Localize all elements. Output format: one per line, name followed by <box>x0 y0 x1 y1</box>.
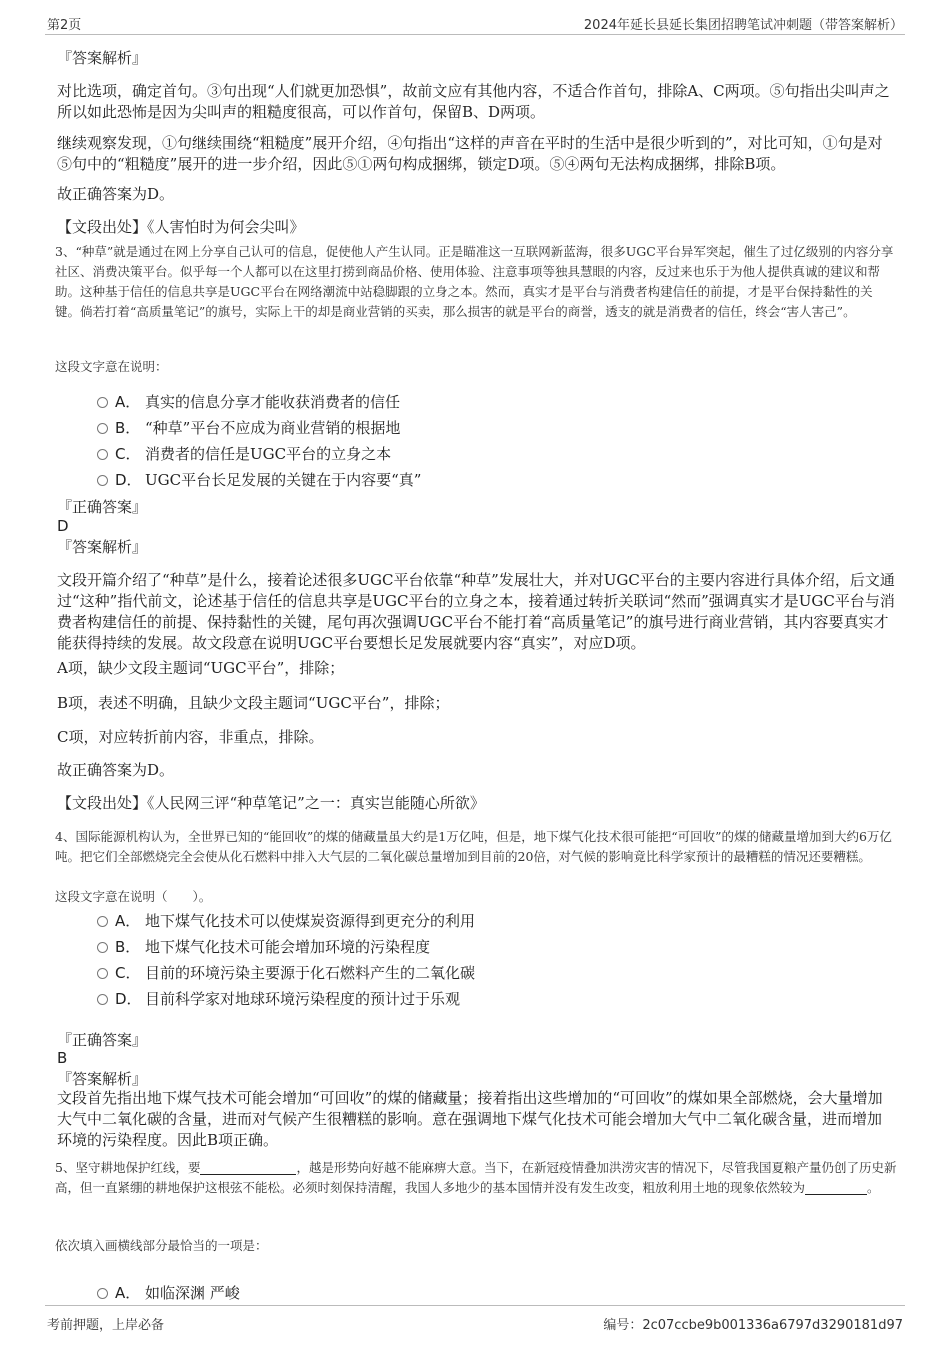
q3-stem: 3、“种草”就是通过在网上分享自己认可的信息，促使他人产生认同。正是瞄准这一互联网新蓝海，很多UGC平台异军突起，催生了过亿级别的内容分享社区、消费决策平台。似乎每一个人都可以在这里打捞到商品价格、使用体验、注意事项等独具慧眼的内容，反过来也乐于为他人提供真诚的建议和帮助。这种基于信任的信息共享是UGC平台在网络潮流中站稳脚跟的立身之本。然而，真实才是平台与消费者构建信任的前提，才是平台保持黏性的关键。倘若打着“高质量笔记”的旗号，实际上干的却是商业营销的买卖，那么损害的就是平台的商誉，透支的就是消费者的信任，终会“害人害己”。 <box>55 244 894 319</box>
option-text: 消费者的信任是UGC平台的立身之本 <box>145 445 392 463</box>
page-header <box>45 12 905 35</box>
q3-analysis-p1: 文段开篇介绍了“种草”是什么，接着论述很多UGC平台依靠“种草”发展壮大，并对UGC平台的主要内容进行具体介绍，后文通过“这种”指代前文，论述基于信任的信息共享是UGC平台的立身之本，接着通过转折关联词“然而”强调真实才是UGC平台与消费者构建信任的前提、保持黏性的关键，尾句再次强调UGC平台不能打着“高质量笔记”的旗号进行商业营销，其内容要真实才能获得持续的发展。故文段意在说明UGC平台要想长足发展就要内容“真实”，对应D项。 <box>57 571 895 652</box>
q3-source: 【文段出处】《人民网三评“种草笔记”之一：真实岂能随心所欲》 <box>57 794 485 812</box>
radio-icon[interactable] <box>97 423 108 434</box>
option-key: A． <box>115 912 141 930</box>
q5-stem-part-b: ，越是形势向好越不能麻痹大意。当下，在新冠疫情叠加洪涝灾害的情况下，尽管我国夏粮产量仍创了历史新高，但一直紧绷的耕地保护这根弦不能松。必须时刻保持清醒，我国人多地少的基本国情并没有发生改变，粗放利用土地的现象依然较为 <box>55 1160 897 1195</box>
q5-stem <box>55 1158 897 1198</box>
radio-icon[interactable] <box>97 994 108 1005</box>
radio-icon[interactable] <box>97 916 108 927</box>
option-key: B． <box>115 419 141 437</box>
q2-source: 【文段出处】《人害怕时为何会尖叫》 <box>57 218 305 236</box>
page-footer <box>45 1305 905 1336</box>
radio-icon[interactable] <box>97 1288 108 1299</box>
q4-option-b[interactable] <box>97 937 430 957</box>
q2-conclusion: 故正确答案为D。 <box>57 185 175 203</box>
q4-option-d[interactable] <box>97 989 460 1009</box>
option-text: 地下煤气化技术可以使煤炭资源得到更充分的利用 <box>145 912 476 930</box>
q5-prompt: 依次填入画横线部分最恰当的一项是： <box>55 1238 268 1253</box>
q4-stem: 4、国际能源机构认为，全世界已知的“能回收”的煤的储藏量虽大约是1万亿吨，但是，地下煤气化技术很可能把“可回收”的煤的储藏量增加到大约6万亿吨。把它们全部燃烧完全会使从化石燃料中排入大气层的二氧化碳总量增加到目前的20倍，对气候的影响竟比科学家预计的最糟糕的情况还要糟糕。 <box>55 829 892 864</box>
q3-analysis-label: 『答案解析』 <box>57 538 148 556</box>
option-key: D． <box>115 990 142 1008</box>
q4-analysis-p1: 文段首先指出地下煤气技术可能会增加“可回收”的煤的储藏量；接着指出这些增加的“可回收”的煤如果全部燃烧，会大量增加大气中二氧化碳的含量，进而对气候产生很糟糕的影响。意在强调地下煤气化技术可能会增加大气中二氧化碳含量，进而增加环境的污染程度。因此B项正确。 <box>57 1089 883 1149</box>
footer-slogan: 考前押题，上岸必备 <box>47 1318 165 1333</box>
q3-correct-label: 『正确答案』 <box>57 498 148 516</box>
q3-option-d[interactable] <box>97 470 421 490</box>
q5-blank-1 <box>200 1160 296 1175</box>
q4-prompt: 这段文字意在说明（ ）。 <box>55 889 212 904</box>
q4-answer: B <box>57 1049 68 1067</box>
option-text: 目前的环境污染主要源于化石燃料产生的二氧化碳 <box>145 964 476 982</box>
radio-icon[interactable] <box>97 449 108 460</box>
q3-option-a[interactable] <box>97 392 400 412</box>
option-text: 地下煤气化技术可能会增加环境的污染程度 <box>145 938 431 956</box>
q3-analysis-b: B项，表述不明确，且缺少文段主题词“UGC平台”，排除； <box>57 694 450 712</box>
option-key: A． <box>115 393 141 411</box>
document-id-label: 编号： <box>603 1318 643 1333</box>
q3-analysis-c: C项，对应转折前内容，非重点，排除。 <box>57 728 324 746</box>
q3-option-c[interactable] <box>97 444 391 464</box>
q3-conclusion: 故正确答案为D。 <box>57 761 175 779</box>
document-id-value: 2c07ccbe9b001336a6797d3290181d97 <box>642 1318 903 1333</box>
option-text: 目前科学家对地球环境污染程度的预计过于乐观 <box>145 990 461 1008</box>
q5-blank-2 <box>805 1180 867 1195</box>
option-text: UGC平台长足发展的关键在于内容要“真” <box>145 471 422 489</box>
option-text: 真实的信息分享才能收获消费者的信任 <box>145 393 401 411</box>
option-text: “种草”平台不应成为商业营销的根据地 <box>145 419 401 437</box>
radio-icon[interactable] <box>97 397 108 408</box>
q3-option-b[interactable] <box>97 418 400 438</box>
q2-analysis-p2: 继续观察发现，①句继续围绕“粗糙度”展开介绍，④句指出“这样的声音在平时的生活中是很少听到的”，对比可知，①句是对⑤句中的“粗糙度”展开的进一步介绍，因此⑤①两句构成捆绑，锁定D项。⑤④两句无法构成捆绑，排除B项。 <box>57 134 883 173</box>
q5-stem-part-c: 。 <box>867 1180 880 1195</box>
q3-answer: D <box>57 517 69 535</box>
q3-prompt: 这段文字意在说明： <box>55 359 168 374</box>
radio-icon[interactable] <box>97 942 108 953</box>
option-key: C． <box>115 445 141 463</box>
q4-analysis-label: 『答案解析』 <box>57 1070 148 1088</box>
q3-analysis-a: A项，缺少文段主题词“UGC平台”，排除； <box>57 659 345 677</box>
q5-option-a[interactable] <box>97 1283 240 1303</box>
radio-icon[interactable] <box>97 475 108 486</box>
radio-icon[interactable] <box>97 968 108 979</box>
option-key: C． <box>115 964 141 982</box>
q5-stem-part-a: 5、坚守耕地保护红线，要 <box>55 1160 201 1175</box>
q4-option-a[interactable] <box>97 911 475 931</box>
option-text: 如临深渊 严峻 <box>145 1284 240 1302</box>
option-key: A． <box>115 1284 141 1302</box>
q4-correct-label: 『正确答案』 <box>57 1031 148 1049</box>
option-key: B． <box>115 938 141 956</box>
document-title: 2024年延长县延长集团招聘笔试冲刺题（带答案解析） <box>583 18 903 33</box>
q2-analysis-p1: 对比选项，确定首句。③句出现“人们就更加恐惧”，故前文应有其他内容，不适合作首句，排除A、C两项。⑤句指出尖叫声之所以如此恐怖是因为尖叫声的粗糙度很高，可以作首句，保留B、D两项。 <box>57 82 890 121</box>
option-key: D． <box>115 471 142 489</box>
page-number: 第2页 <box>47 18 82 33</box>
document-id <box>603 1314 903 1333</box>
q2-analysis-label: 『答案解析』 <box>57 49 148 67</box>
q4-option-c[interactable] <box>97 963 475 983</box>
